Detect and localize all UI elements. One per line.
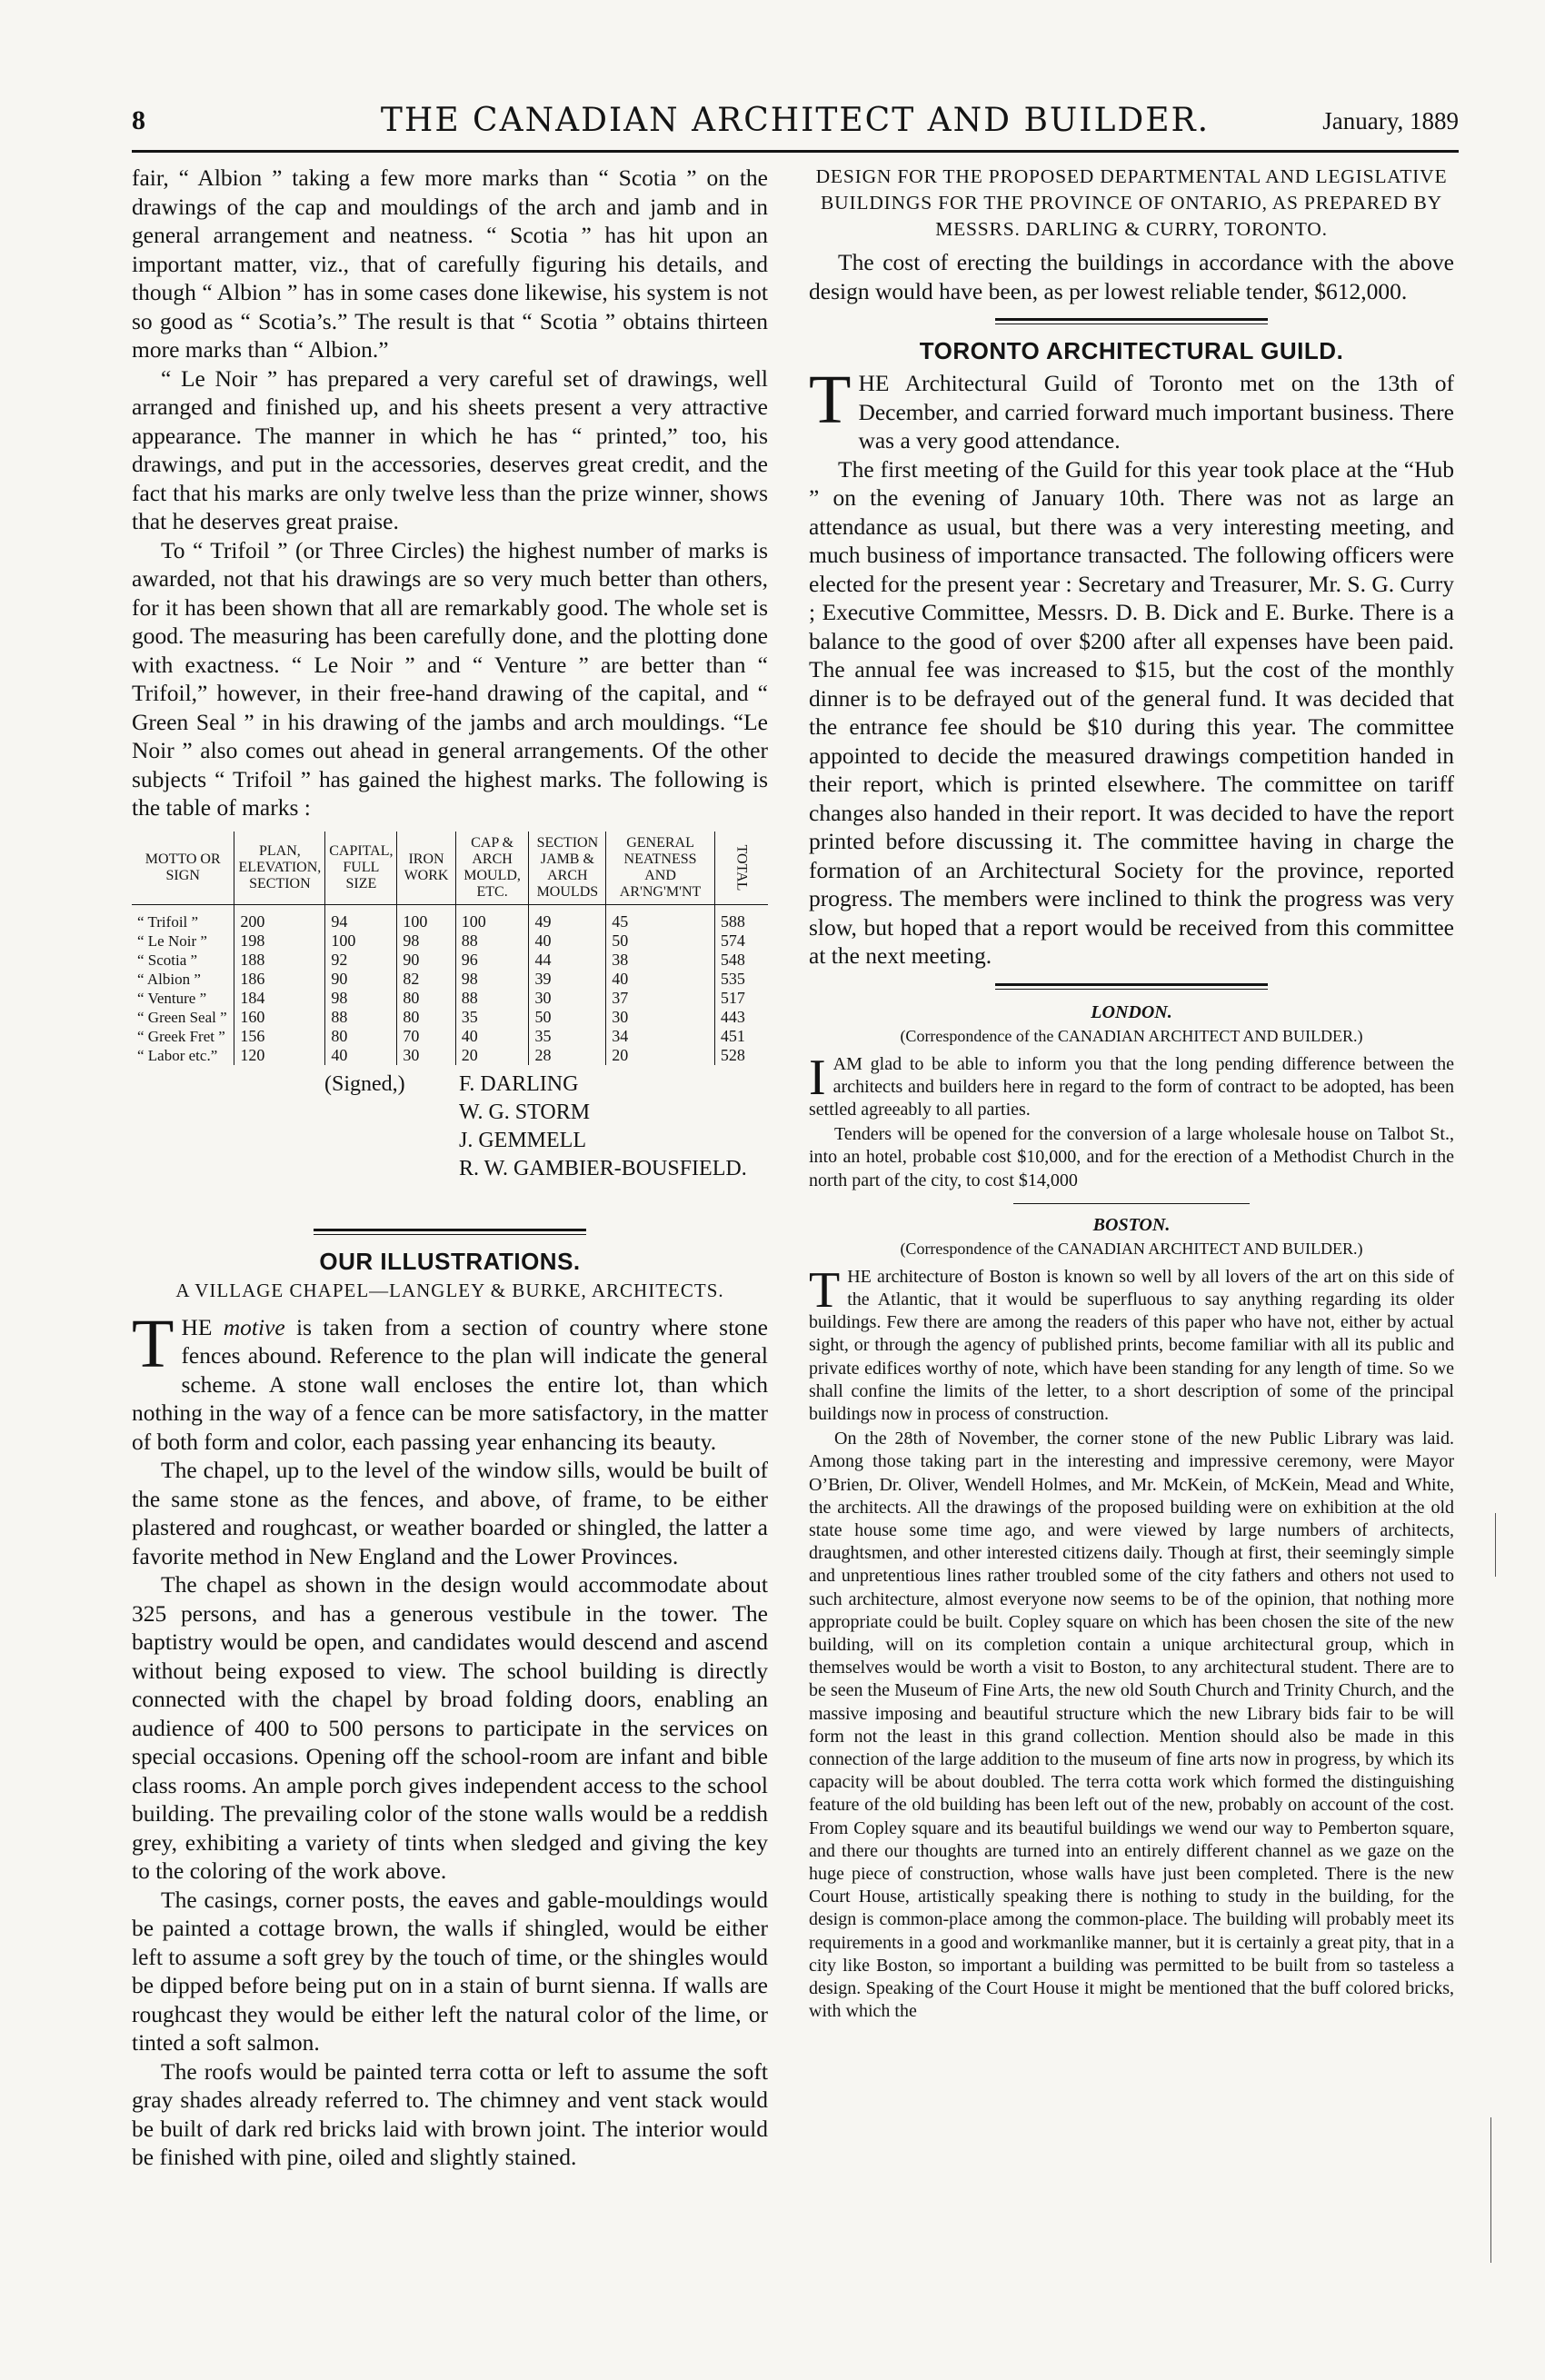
section-divider [1013,1203,1250,1204]
table-cell: “ Venture ” [132,989,234,1008]
left-paragraph: To “ Trifoil ” (or Three Circles) the highest number of marks is awarded, not that his drawings are so very much better than others, for it has been shown that all are remarkably good. The whole set is good. The measuring has been carefully done, and the plotting done with exactness. “ Le Noir ” and “ Venture ” are better than “ Trifoil,” however, in their free-hand drawing of the capital, and “ Green Seal ” in his drawing of the jambs and arch mouldings. “Le Noir ” also comes out ahead in general arrangements. Of the other subjects “ Trifoil ” has gained the highest marks. The following is the table of marks : [132,536,768,821]
drop-cap: T [809,1261,841,1319]
table-cell: 156 [234,1027,325,1046]
table-cell: 38 [606,951,715,970]
table-cell: 70 [397,1027,455,1046]
table-cell: “ Trifoil ” [132,904,234,931]
table-cell: 88 [455,989,529,1008]
table-cell: 44 [529,951,606,970]
table-cell: 96 [455,951,529,970]
right-column [809,164,1454,2025]
table-header: MOTTO OR SIGN [132,832,234,905]
table-cell: 98 [397,931,455,951]
signature-block [132,1071,768,1216]
drop-cap: T [132,1305,174,1382]
section-divider [995,983,1268,990]
table-cell: 30 [529,989,606,1008]
table-cell: 160 [234,1008,325,1027]
section-divider [995,318,1268,324]
table-cell: 40 [529,931,606,951]
table-cell: 80 [397,1008,455,1027]
left-paragraph: The roofs would be painted terra cotta or left to assume the soft gray shades already referred to. The chimney and vent stack would be built of dark red bricks laid with brown joint. The interior would be finished with pine, oiled and slightly stained. [132,2057,768,2170]
table-cell: 30 [606,1008,715,1027]
article-subheading: A VILLAGE CHAPEL—LANGLEY & BURKE, ARCHITECTS. [175,1279,724,1301]
table-cell: 39 [529,970,606,989]
table-cell: “ Labor etc.” [132,1046,234,1065]
table-cell: 20 [606,1046,715,1065]
left-paragraph: The chapel as shown in the design would accommodate about 325 persons, and has a generous vestibule in the tower. The baptistry would be open, and candidates would descend and ascend without being exposed to view. The school building is directly connected with the chapel by broad folding doors, enabling an audience of 400 to 500 persons to participate in the services on special occasions. Opening off the school-room are infant and bible class rooms. An ample porch gives independent access to the school building. The prevailing color of the stone walls would be a reddish grey, exhibiting a variety of tints when sledged and giving the key to the coloring of the work above. [132,1571,768,1884]
table-cell: 49 [529,904,606,931]
table-cell: 198 [234,931,325,951]
right-paragraph: The first meeting of the Guild for this year took place at the “Hub ” on the evening of January 10th. There was not as large an attendance as usual, but there was a very interesting meeting, and much business of importance transacted. The following officers were elected for the present year : Secretary and Treasurer, Mr. S. G. Curry ; Executive Committee, Messrs. D. B. Dick and E. Burke. There is a balance to the good of over $200 after all expenses have been paid. The annual fee was increased to $15, but the cost of the monthly dinner is to be defrayed out of the general fund. It was decided that the entrance fee should be $10 during this year. The committee appointed to decide the measured drawings competition handed in their report, which is printed elsewhere. The committee on tariff changes also handed in their report. It was decided to have the report printed before discussing it. The committee having in charge the formation of an Architectural Society for the province, reported progress. The members were inclined to think the progress was very slow, but hoped that a report would be received from this committee at the next meeting. [809,455,1454,969]
left-paragraph: fair, “ Albion ” taking a few more marks than “ Scotia ” on the drawings of the cap and mouldings of the arch and jamb and in general arrangement and neatness. “ Scotia ” has hit upon an important matter, viz., that of carefully figuring his details, and though “ Albion ” has in some cases done likewise, his system is not so good as “ Scotia’s.” The result is that “ Scotia ” obtains thirteen more marks than “ Albion.” [132,164,768,363]
table-cell: 528 [720,1045,745,1064]
issue-date: January, 1889 [1322,107,1459,134]
table-cell: 37 [606,989,715,1008]
table-cell: 88 [325,1008,397,1027]
table-cell: 98 [325,989,397,1008]
signatory: F. DARLING [459,1071,579,1096]
signatory: R. W. GAMBIER-BOUSFIELD. [459,1156,747,1180]
table-row [132,951,768,970]
right-paragraph: THE Architectural Guild of Toronto met on the 13th of December, and carried forward much important business. There was a very good attendance. [809,362,1454,453]
table-header: CAPITAL, FULL SIZE [325,832,397,905]
table-cell: 45 [606,904,715,931]
table-header: SECTION JAMB & ARCH MOULDS [529,832,606,905]
section-heading: BOSTON. [1092,1214,1171,1235]
correspondence-note: (Correspondence of the CANADIAN ARCHITECT AND BUILDER.) [900,1026,1363,1045]
table-row [132,989,768,1008]
left-paragraph: The casings, corner posts, the eaves and gable-mouldings would be painted a cottage brown, the walls if shingled, would be either left to assume a soft grey by the touch of time, or the shingles would be dipped before being put on in a stain of burnt sienna. If walls are roughcast they would be either left the natural color of the lime, or tinted a soft salmon. [132,1886,768,2056]
article-subheading: DESIGN FOR THE PROPOSED DEPARTMENTAL AND LEGISLATIVE BUILDINGS FOR THE PROVINCE OF ONTARIO, AS PREPARED BY MESSRS. DARLING & CURRY, TORONTO. [815,165,1448,240]
header-rule [132,150,1459,153]
table-cell: “ Albion ” [132,970,234,989]
left-paragraph: THE motive is taken from a section of country where stone fences abound. Reference to the plan will indicate the general scheme. A stone wall encloses the entire lot, than which nothing in the way of a fence can be more satisfactory, in the matter of both form and color, each passing year enhancing its beauty. [132,1305,768,1455]
right-paragraph: Tenders will be opened for the conversion of a large wholesale house on Talbot St., into an hotel, probable cost $10,000, and for the erection of a Methodist Church in the north part of the city, to cost $14,000 [809,1124,1454,1190]
table-row [132,904,768,931]
table-cell: 34 [606,1027,715,1046]
table-row [132,1046,768,1065]
signed-label: (Signed,) [324,1071,405,1096]
table-cell: 50 [529,1008,606,1027]
right-paragraph: The cost of erecting the buildings in accordance with the above design would have been, as per lowest reliable tender, $612,000. [809,249,1454,304]
section-divider [314,1229,586,1235]
table-cell: 20 [455,1046,529,1065]
section-heading: OUR ILLUSTRATIONS. [319,1247,581,1275]
section-heading: LONDON. [1091,1001,1172,1022]
table-cell: 28 [529,1046,606,1065]
table-cell: 90 [325,970,397,989]
table-cell: 35 [455,1008,529,1027]
table-cell: 184 [234,989,325,1008]
table-cell: 80 [397,989,455,1008]
table-cell: 535 [720,969,745,988]
drop-cap: T [809,362,852,438]
left-column [132,164,768,2172]
table-cell: 443 [720,1007,745,1026]
table-cell: 94 [325,904,397,931]
table-cell: 574 [720,931,745,950]
table-cell: 40 [325,1046,397,1065]
table-cell: “ Greek Fret ” [132,1027,234,1046]
table-row [132,1008,768,1027]
table-cell: 92 [325,951,397,970]
right-paragraph: THE architecture of Boston is known so well by all lovers of the art on this side of the Atlantic, that it would be superfluous to say anything regarding its older buildings. Few there are among the readers of this paper who have not, either by actual sight, or through the agency of published prints, become familiar with all its public and private edifices worthy of note, which have been standing for any length of time. So we shall confine the limits of the letter, to a short description of some of the principal buildings now in process of construction. [809,1261,1454,1424]
table-cell: 50 [606,931,715,951]
table-cell: 200 [234,904,325,931]
table-cell: 451 [720,1026,745,1045]
table-cell: 40 [606,970,715,989]
margin-mark [1495,1513,1496,1577]
left-paragraph: “ Le Noir ” has prepared a very careful set of drawings, well arranged and finished up, and his sheets present a very attractive appearance. The manner in which he has “ printed,” too, his drawings, and put in the accessories, deserves great credit, and the fact that his marks are only twelve less than the prize winner, shows that he deserves great praise. [132,364,768,534]
correspondence-note: (Correspondence of the CANADIAN ARCHITECT AND BUILDER.) [900,1239,1363,1258]
table-cell: 80 [325,1027,397,1046]
signatory: J. GEMMELL [459,1128,586,1152]
table-cell: 588 [720,911,745,931]
table-cell: 186 [234,970,325,989]
table-cell: 548 [720,950,745,969]
table-row [132,1027,768,1046]
table-cell: 82 [397,970,455,989]
table-cell: 100 [325,931,397,951]
marks-table [132,832,768,1065]
table-cell: “ Le Noir ” [132,931,234,951]
table-header: GENERAL NEATNESS AND AR'NG'M'NT [606,832,715,905]
table-cell: “ Green Seal ” [132,1008,234,1027]
signatory-list [459,1071,747,1183]
table-cell: 98 [455,970,529,989]
marks-table-header-row [132,832,768,905]
table-cell: 100 [397,904,455,931]
table-cell: 517 [720,988,745,1007]
margin-mark [1490,2117,1491,2263]
running-header [132,102,1459,147]
right-paragraph: On the 28th of November, the corner stone of the new Public Library was laid. Among those taking part in the interesting and impressive ceremony, were Mayor O’Brien, Dr. Oliver, Wendell Holmes, and Mr. McKein, of McKein, Mead and White, the architects. All the drawings of the proposed building were on exhibition at the old state house some time ago, and were viewed by large numbers of architects, draughtsmen, and other interested citizens daily. Though at first, their seemingly simple and unpretentious lines rather troubled some of the city fathers and others not used to such architecture, almost everyone now seems to be of the opinion, that nothing more appropriate could be built. Copley square on which has been chosen the site of the new building, will on its completion contain a unique architectural group, which in themselves would be worth a visit to Boston, to any architectural student. There are to be seen the Museum of Fine Arts, the new old South Church and Trinity Church, and the massive imposing and beautiful structure which the new Library bids fair to be will form not the least in this grand collection. Mention should also be made in this connection of the large addition to the museum of fine arts now in progress, by which its capacity will be about doubled. The terra cotta work which formed the distinguishing feature of the old building has been left out of the new, probably on account of the cost. From Copley square and its beautiful buildings we wend our way to Pemberton square, and there our thoughts are turned into an entirely different channel as we gaze on the huge piece of construction, whose walls have just been completed. There is the new Court House, artistically speaking there is nothing to study in the building, for the design is common-place among the common-place. The building will probably meet its requirements in a good and workmanlike manner, but it is certainly a great pity, that in a city like Boston, so important a building was permitted to be built from so tasteless a design. Speaking of the Court House it might be mentioned that the buff colored bricks, with which the [809,1429,1454,2022]
masthead-title: THE CANADIAN ARCHITECT AND BUILDER. [380,102,1211,139]
drop-cap: I [809,1049,826,1106]
table-cell: 100 [455,904,529,931]
left-paragraph: The chapel, up to the level of the window sills, would be built of the same stone as the fences, and above, of frame, to be either plastered and roughcast, or weather boarded or shingled, the latter a favorite method in New England and the Lower Provinces. [132,1457,768,1569]
table-cell: 35 [529,1027,606,1046]
table-header: IRON WORK [397,832,455,905]
table-cell: 120 [234,1046,325,1065]
table-cell: 90 [397,951,455,970]
table-cell: 40 [455,1027,529,1046]
section-heading: TORONTO ARCHITECTURAL GUILD. [919,337,1344,364]
table-header-total: TOTAL [714,832,768,905]
table-cell: “ Scotia ” [132,951,234,970]
right-paragraph: IAM glad to be able to inform you that the long pending difference between the architects and builders here in regard to the form of contract to be adopted, has been settled agreeably to all parties. [809,1049,1454,1120]
page-number: 8 [132,105,145,135]
signatory: W. G. STORM [459,1100,591,1124]
table-cell: 30 [397,1046,455,1065]
table-row [132,931,768,951]
table-header: PLAN, ELEVATION, SECTION [234,832,325,905]
table-header: CAP & ARCH MOULD, ETC. [455,832,529,905]
table-cell: 88 [455,931,529,951]
table-row [132,970,768,989]
table-cell: 188 [234,951,325,970]
